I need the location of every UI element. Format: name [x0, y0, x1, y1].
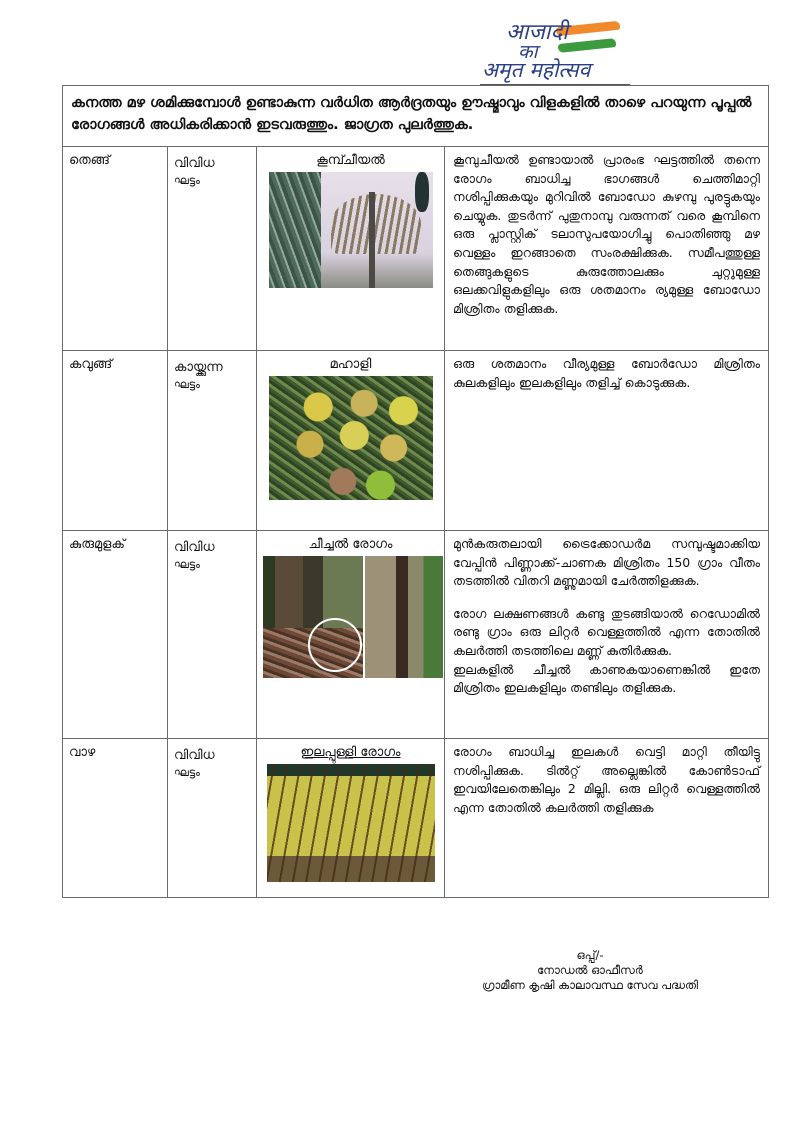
table-row	[63, 351, 769, 531]
disease-cell	[257, 531, 445, 739]
advice-text: കൂമ്പുചീയൽ ഉണ്ടായാൽ പ്രാരംഭ ഘട്ടത്തിൽ തന്നെ രോഗം ബാധിച്ച ഭാഗങ്ങൾ ചെത്തിമാറ്റി നശിപ്പിക്കുകയും മുറിവിൽ ബോഡോ കുഴമ്പു പുരട്ടുകയും ചെയ്യുക. തുടർന്ന് പുതുനാമ്പു വരുന്നത് വരെ കൂമ്പിനെ ഒരു പ്ലാസ്റ്റിക് ടലാസുപയോഗിച്ചു പൊതിഞ്ഞു മഴ വെള്ളം ഇറങ്ങാതെ സംരക്ഷിക്കുക. സമീപത്തുള്ള തെങ്ങുകളുടെ കുരുത്തോലക്കും ചുറ്റുമുള്ള ഒലക്കവിളുകളിലും ഒരു ശതമാനം ര്യമുള്ള ബോഡോ മിശ്രിതം തളിക്കുക.	[453, 152, 760, 316]
stage-line-2: ഘട്ടം	[174, 378, 200, 391]
highlight-circle	[308, 618, 362, 672]
stage-line-1: വിവിധ	[174, 156, 215, 171]
crop-stage	[168, 351, 257, 531]
crop-stage	[168, 739, 257, 898]
table-row	[63, 531, 769, 739]
disease-name: ഇലപ്പുള്ളി രോഗം	[300, 745, 401, 760]
logo-line-1: आजादी	[506, 20, 568, 45]
advice-cell	[445, 147, 769, 351]
disease-name: ചീച്ചൽ രോഗം	[308, 537, 393, 552]
stage-line-1: വിവിധ	[174, 540, 215, 555]
logo-line-3: अमृत महोत्सव	[482, 58, 591, 82]
crop-name: വാഴ	[63, 739, 168, 898]
stage-line-1: വിവിധ	[174, 748, 215, 763]
stage-line-1: കായ്ക്കുന്ന	[174, 360, 223, 375]
disease-cell	[257, 147, 445, 351]
azadi-ka-amrit-mahotsav-logo	[478, 14, 638, 84]
advice-text: ഇലകളിൽ ചീച്ചൽ കാണുകയാണെങ്കിൽ ഇതേ മിശ്രിതം ഇലകളിലും തണ്ടിലും തളിക്കുക.	[453, 661, 760, 696]
logo-line-2: का	[518, 41, 538, 63]
table-row	[63, 147, 769, 351]
pepper-root-rot-image	[263, 556, 443, 678]
disease-cell	[257, 351, 445, 531]
scheme-name: ഗ്രാമീണ കൃഷി കാലാവസ്ഥ സേവ പദ്ധതി	[481, 978, 699, 992]
crop-stage	[168, 147, 257, 351]
signed-label: ഒപ്പ്/-	[576, 948, 604, 962]
arecanut-mahali-image	[269, 376, 433, 500]
crop-disease-advisory-table	[62, 85, 769, 898]
disease-cell	[257, 739, 445, 898]
crop-name: കവുങ്ങ്	[63, 351, 168, 531]
advice-cell	[445, 351, 769, 531]
officer-title: നോഡൽ ഓഫീസർ	[537, 963, 643, 977]
advice-text: രോഗ ലക്ഷണങ്ങൾ കണ്ടു തുടങ്ങിയാൽ റെഡോമിൽ രണ്ടു ഗ്രാം ഒരു ലിറ്റർ വെള്ളത്തിൽ എന്ന തോതിൽ കലർത്തി തടത്തിലെ മണ്ണ് കുതിർക്കുക.	[453, 605, 760, 658]
crop-stage	[168, 531, 257, 739]
coconut-bud-rot-image	[269, 172, 433, 288]
stage-line-2: ഘട്ടം	[174, 766, 200, 779]
crop-name: കുരുമുളക്	[63, 531, 168, 739]
disease-name: മഹാളി	[329, 357, 372, 372]
banana-leaf-spot-image	[267, 764, 435, 882]
advice-text: മുൻകരുതലായി ട്രൈക്കോഡർമ സമ്പുഷ്ടമാക്കിയ വേപ്പിൻ പിണ്ണാക്ക്-ചാണക മിശ്രിതം 150 ഗ്രാം വീതം തടത്തിൽ വിതറി മണ്ണുമായി ചേർത്തിളക്കുക.	[453, 536, 760, 589]
advice-cell	[445, 739, 769, 898]
advice-text: ഒരു ശതമാനം വീര്യമുള്ള ബോർഡോ മിശ്രിതം കുലകളിലും ഇലകളിലും തളിച്ച് കൊടുക്കുക.	[453, 356, 760, 390]
headline-row	[63, 86, 769, 147]
stage-line-2: ഘട്ടം	[174, 174, 200, 187]
crop-name: തെങ്ങ്	[63, 147, 168, 351]
advisory-headline: കനത്ത മഴ ശമിക്കുമ്പോൾ ഉണ്ടാകുന്ന വർധിത ആർദ്രതയും ഊഷ്മാവും വിളകളിൽ താഴെ പറയുന്ന പൂപ്പൽ രോഗങ്ങൾ അധികരിക്കാൻ ഇടവരുത്തും. ജാഗ്രത പുലർത്തുക.	[63, 86, 769, 147]
stage-line-2: ഘട്ടം	[174, 558, 200, 571]
advice-text: രോഗം ബാധിച്ച ഇലകൾ വെട്ടി മാറ്റി തീയിട്ടു നശിപ്പിക്കുക. ടിൽറ്റ് അല്ലെങ്കിൽ കോൺടാഫ് ഇവയിലേതെങ്കിലും 2 മില്ലി. ഒരു ലിറ്റർ വെള്ളത്തിൽ എന്ന തോതിൽ കലർത്തി തളിക്കുക	[453, 744, 760, 815]
table-row	[63, 739, 769, 898]
disease-name: കൂമ്പ്ചീയൽ	[316, 153, 385, 168]
signature-block	[440, 948, 740, 993]
advice-cell	[445, 531, 769, 739]
